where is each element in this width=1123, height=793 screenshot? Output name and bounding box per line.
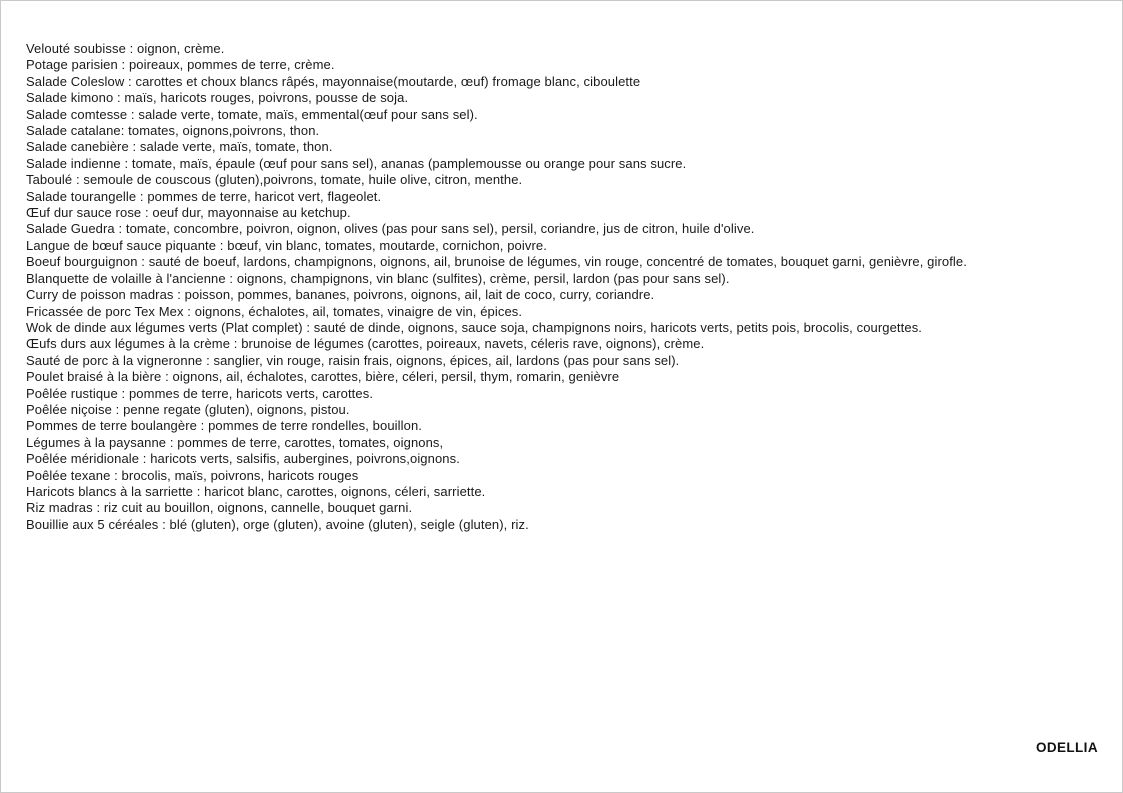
menu-line: Velouté soubisse : oignon, crème. [26,41,225,56]
menu-line: Potage parisien : poireaux, pommes de terre, crème. [26,57,335,73]
menu-line: Sauté de porc à la vigneronne : sanglier, vin rouge, raisin frais, oignons, épices, ail, lardons (pas pour sans sel). [26,352,680,368]
menu-line: Salade tourangelle : pommes de terre, haricot vert, flageolet. [26,188,382,204]
menu-line: Poulet braisé à la bière : oignons, ail, échalotes, carottes, bière, céleri, persil, thym, romarin, genièvre [26,369,620,385]
menu-line: Pommes de terre boulangère : pommes de terre rondelles, bouillon. [26,418,422,434]
menu-line: Salade indienne : tomate, maïs, épaule (œuf pour sans sel), ananas (pamplemousse ou orange pour sans sucre. [26,155,687,171]
menu-line: Poêlée rustique : pommes de terre, haricots verts, carottes. [26,385,374,401]
menu-line: Haricots blancs à la sarriette : haricot blanc, carottes, oignons, céleri, sarriette. [26,483,486,499]
menu-line: Œuf dur sauce rose : oeuf dur, mayonnaise au ketchup. [26,205,351,221]
menu-line: Wok de dinde aux légumes verts (Plat complet) : sauté de dinde, oignons, sauce soja, champignons noirs, haricots verts, petits pois, brocolis, courgettes. [26,319,923,335]
menu-line: Salade Coleslow : carottes et choux blancs râpés, mayonnaise(moutarde, œuf) fromage blanc, ciboulette [26,73,641,89]
footer-brand-odellia: ODELLIA [1035,740,1098,755]
menu-line: Curry de poisson madras : poisson, pommes, bananes, poivrons, oignons, ail, lait de coco, curry, coriandre. [26,287,655,303]
menu-line: Taboulé : semoule de couscous (gluten),poivrons, tomate, huile olive, citron, menthe. [26,172,523,188]
menu-line: Salade catalane: tomates, oignons,poivrons, thon. [26,123,320,139]
menu-line: Œufs durs aux légumes à la crème : brunoise de légumes (carottes, poireaux, navets, céleris rave, oignons), crème. [26,336,705,352]
menu-line: Bouillie aux 5 céréales : blé (gluten), orge (gluten), avoine (gluten), seigle (gluten), riz. [26,516,529,532]
menu-line: Boeuf bourguignon : sauté de boeuf, lardons, champignons, oignons, ail, brunoise de légumes, vin rouge, concentré de tomates, bouquet garni, genièvre, girofle. [26,254,967,270]
menu-line: Riz madras : riz cuit au bouillon, oignons, cannelle, bouquet garni. [26,500,413,516]
menu-line: Salade Guedra : tomate, concombre, poivron, oignon, olives (pas pour sans sel), persil, coriandre, jus de citron, huile d'olive. [26,221,755,237]
menu-line: Poêlée texane : brocolis, maïs, poivrons, haricots rouges [26,467,359,483]
menu-line: Salade comtesse : salade verte, tomate, maïs, emmental(œuf pour sans sel). [26,106,478,122]
menu-ingredient-list [26,41,1114,533]
menu-line: Poêlée niçoise : penne regate (gluten), oignons, pistou. [26,401,350,417]
menu-line: Salade canebière : salade verte, maïs, tomate, thon. [26,139,333,155]
menu-line: Blanquette de volaille à l'ancienne : oignons, champignons, vin blanc (sulfites), crème, persil, lardon (pas pour sans sel). [26,270,730,286]
menu-line: Légumes à la paysanne : pommes de terre, carottes, tomates, oignons, [26,434,444,450]
menu-line: Salade kimono : maïs, haricots rouges, poivrons, pousse de soja. [26,90,409,106]
menu-line: Langue de bœuf sauce piquante : bœuf, vin blanc, tomates, moutarde, cornichon, poivre. [26,237,547,253]
menu-line: Fricassée de porc Tex Mex : oignons, échalotes, ail, tomates, vinaigre de vin, épices. [26,303,523,319]
menu-line: Poêlée méridionale : haricots verts, salsifis, aubergines, poivrons,oignons. [26,451,460,467]
